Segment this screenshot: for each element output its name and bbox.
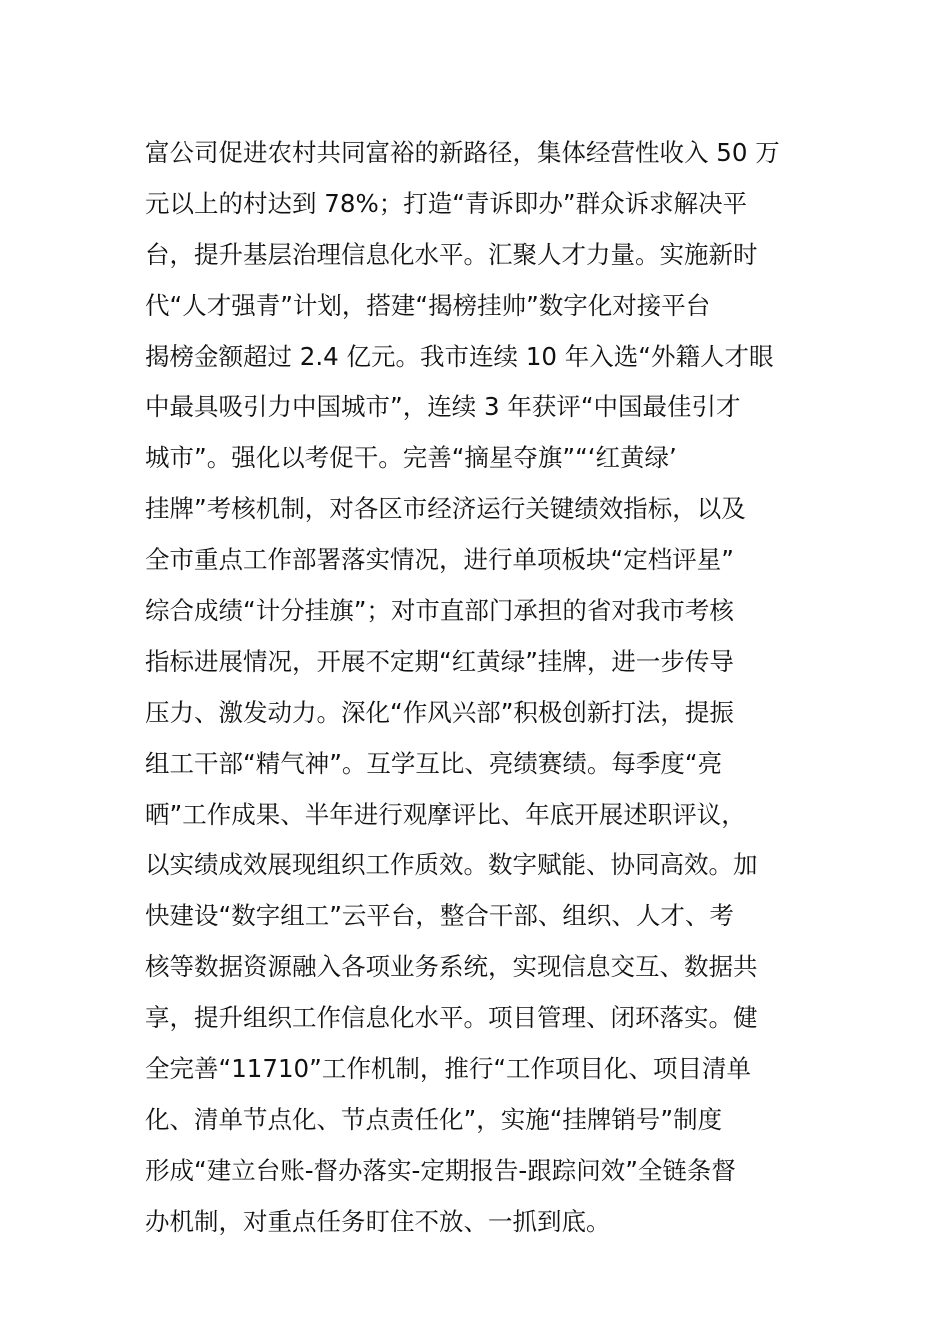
text-line-2: 元以上的村达到 78%；打造“青诉即办”群众诉求解决平 <box>145 188 748 218</box>
text-line-21: 形成“建立台账-督办落实-定期报告-跟踪问效”全链条督 <box>145 1155 736 1185</box>
body-paragraph <box>145 128 815 1248</box>
text-line-4: 代“人才强青”计划，搭建“揭榜挂帅”数字化对接平台 <box>145 290 711 320</box>
text-line-16: 快建设“数字组工”云平台，整合干部、组织、人才、考 <box>145 901 734 931</box>
text-line-20: 化、清单节点化、节点责任化”，实施“挂牌销号”制度 <box>145 1104 723 1134</box>
text-line-3: 台，提升基层治理信息化水平。汇聚人才力量。实施新时 <box>145 239 758 269</box>
text-line-10: 综合成绩“计分挂旗”；对市直部门承担的省对我市考核 <box>145 596 734 626</box>
text-line-15: 以实绩成效展现组织工作质效。数字赋能、协同高效。加 <box>145 850 758 880</box>
text-line-7: 城市”。强化以考促干。完善“摘星夺旗”“‘红黄绿’ <box>145 443 677 473</box>
text-line-13: 组工干部“精气神”。互学互比、亮绩赛绩。每季度“亮 <box>145 748 723 778</box>
text-line-22: 办机制，对重点任务盯住不放、一抓到底。 <box>145 1206 611 1236</box>
text-line-14: 晒”工作成果、半年进行观摩评比、年底开展述职评议， <box>145 799 746 829</box>
text-line-5: 揭榜金额超过 2.4 亿元。我市连续 10 年入选“外籍人才眼 <box>145 341 774 371</box>
text-line-11: 指标进展情况，开展不定期“红黄绿”挂牌，进一步传导 <box>145 646 734 676</box>
text-line-1: 富公司促进农村共同富裕的新路径，集体经营性收入 50 万 <box>145 138 780 167</box>
text-line-12: 压力、激发动力。深化“作风兴部”积极创新打法，提振 <box>145 697 734 727</box>
text-line-9: 全市重点工作部署落实情况，进行单项板块“定档评星” <box>145 545 734 575</box>
text-line-6: 中最具吸引力中国城市”，连续 3 年获评“中国最佳引才 <box>145 392 741 422</box>
text-line-19: 全完善“11710”工作机制，推行“工作项目化、项目清单 <box>145 1054 752 1084</box>
text-line-17: 核等数据资源融入各项业务系统，实现信息交互、数据共 <box>145 952 758 982</box>
text-line-8: 挂牌”考核机制，对各区市经济运行关键绩效指标，以及 <box>145 494 746 524</box>
text-line-18: 享，提升组织工作信息化水平。项目管理、闭环落实。健 <box>145 1003 758 1033</box>
